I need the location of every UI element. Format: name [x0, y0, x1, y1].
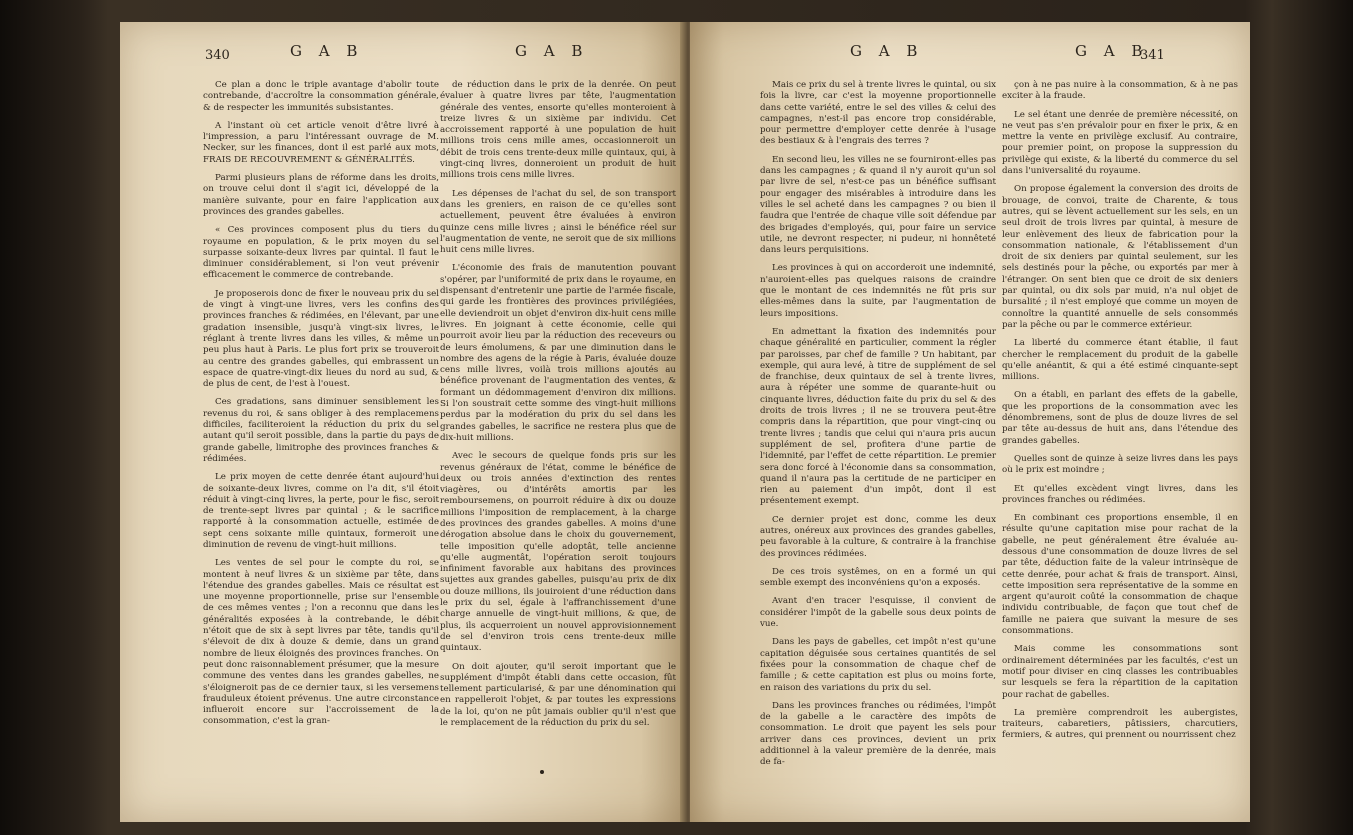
paragraph: Et qu'elles excèdent vingt livres, dans les provinces franches ou rédimées. [1002, 483, 1238, 505]
paragraph: On a établi, en parlant des effets de la gabelle, que les proportions de la consommation avec les dénombremens, sont de plus de douze livres de sel par tête au-dessus de huit ans, dans l'étendue des grandes gabelles. [1002, 390, 1238, 446]
paragraph: On propose également la conversion des droits de brouage, de convoi, traite de Charente, & tous autres, qui se lèvent actuellement sur les sels, en un seul droit de trois livres par quintal, à mesure de leur enlèvement des lieux de fabrication pour la consommation nationale, & l'établissement d'un droit de six deniers par quintal seulement, sur les sels destinés pour la pêche, ou exportés par mer à l'étranger. On sent bien que ce droit de six deniers par quintal, ou dix sols par muid, n'a nul objet de bursalité ; il n'est employé que comme un moyen de connoître la quantité annuelle de sels consommés par la pêche ou par le commerce extérieur. [1002, 184, 1238, 330]
paragraph: Les dépenses de l'achat du sel, de son transport dans les greniers, en raison de ce qu'elles sont actuellement, peuvent être évaluées à environ quinze cens mille livres ; ainsi le bénéfice réel sur l'augmentation de vente, ne seroit que de six millions huit cens mille livres. [440, 188, 676, 256]
paragraph: L'économie des frais de manutention pouvant s'opérer, par l'uniformité de prix dans le royaume, en dispensant d'entretenir une partie de l'armée fiscale, qui garde les frontières des provinces privilégiées, elle deviendroit un objet d'environ dix-huit cens mille livres. En joignant à cette économie, celle qui pourroit avoir lieu par la réduction des receveurs ou de leurs émolumens, & par une diminution dans le nombre des agens de la régie à Paris, évaluée douze cens mille livres, voilà trois millions ajoutés au bénéfice provenant de l'augmentation des ventes, & formant un dédommagement d'environ dix millions. Si l'on soustrait cette somme des vingt-huit millions perdus par la modération du prix du sel dans les grandes gabelles, le sacrifice ne restera plus que de dix-huit millions. [440, 263, 676, 443]
paragraph: de réduction dans le prix de la denrée. On peut évaluer à quatre livres par tête, l'augmentation générale des ventes, ensorte qu'elles monteroient à treize livres & un sixième par individu. Cet accroissement rapporté à une population de huit millions trois cens mille ames, occasionneroit un débit de trois cens trente-deux mille quintaux, qui, à vingt-cinq livres, donneroient un produit de huit millions trois cens mille livres. [440, 80, 676, 181]
paragraph: Dans les pays de gabelles, cet impôt n'est qu'une capitation déguisée sous certaines quantités de sel fixées pour la consommation de chaque chef de famille ; & cette capitation est plus ou moins forte, en raison des variations du prix du sel. [760, 637, 996, 693]
right-page-number: 341 [1140, 48, 1165, 63]
paragraph: Le sel étant une denrée de première nécessité, on ne veut pas s'en prévaloir pour en fixer le prix, & en mettre la vente en privilège exclusif. Au contraire, pour premier point, on propose la suppression du privilège qui existe, & la liberté du commerce du sel dans l'universalité du royaume. [1002, 109, 1238, 177]
paragraph: Dans les provinces franches ou rédimées, l'impôt de la gabelle a le caractère des impôts de consommation. Le droit que payent les sels pour arriver dans ces provinces, devient un prix additionnel à la valeur première de la denrée, mais de fa- [760, 700, 996, 768]
paragraph: Le prix moyen de cette denrée étant aujourd'hui de soixante-deux livres, comme on l'a dit, s'il étoit réduit à vingt-cinq livres, la perte, pour le fisc, seroit de trente-sept livres par quintal ; & le sacrifice rapporté à la consommation actuelle, estimée de sept cens soixante mille quintaux, formeroit une diminution de revenu de vingt-huit millions. [203, 472, 439, 550]
paragraph: Parmi plusieurs plans de réforme dans les droits, on trouve celui dont il s'agit ici, développé de la manière suivante, pour en faire l'application aux provinces des grandes gabelles. [203, 173, 439, 217]
paragraph: « Ces provinces composent plus du tiers du royaume en population, & le prix moyen du sel surpasse soixante-deux livres par quintal. Il faut le diminuer considérablement, si l'on veut prévenir efficacement le commerce de contrebande. [203, 225, 439, 281]
paragraph: De ces trois systêmes, on en a formé un qui semble exempt des inconvéniens qu'on a exposés. [760, 566, 996, 589]
ink-speck [540, 770, 544, 774]
paragraph: En second lieu, les villes ne se fourniront-elles pas dans les campagnes ; & quand il n'y auroit qu'un sol par livre de sel, n'est-ce pas un bénéfice suffisant pour engager des misérables à introduire dans les villes le sel acheté dans les campagnes ? ou bien il faudra que l'entrée de chaque ville soit défendue par des brigades d'employés, qui, pour faire un service utile, ne devront respecter, ni pudeur, ni honnêteté dans leurs perquisitions. [760, 154, 996, 256]
paragraph: La première comprendroit les aubergistes, traiteurs, cabaretiers, pâtissiers, charcutiers, fermiers, & autres, qui prennent ou nourrissent chez [1002, 707, 1238, 741]
paragraph: Ces gradations, sans diminuer sensiblement les revenus du roi, & sans obliger à des remplacemens difficiles, faciliteroient la réduction du prix du sel autant qu'il seroit possible, dans la partie du pays de grande gabelle, limitrophe des provinces franches & rédimées. [203, 397, 439, 464]
paragraph: En combinant ces proportions ensemble, il en résulte qu'une capitation mise pour rachat de la gabelle, ne peut généralement être évaluée au-dessous d'une consommation de douze livres de sel par tête, déduction faite de la valeur intrinsèque de cette denrée, pour achat & frais de transport. Ainsi, cette imposition sera représentative de la somme en argent qu'auroit coûté la consommation de chaque individu contribuable, de façon que tout chef de famille ne paiera que suivant la mesure de ses consommations. [1002, 513, 1238, 637]
paragraph: La liberté du commerce étant établie, il faut chercher le remplacement du produit de la gabelle qu'elle anéantit, & qui a été estimé cinquante-sept millions. [1002, 338, 1238, 383]
right-column-2 [1002, 80, 1238, 749]
paragraph: Les provinces à qui on accorderoit une indemnité, n'auroient-elles pas quelques raisons de craindre que le montant de ces indemnités ne fût pris sur elles-mêmes dans la suite, par l'augmentation de leurs impositions. [760, 263, 996, 319]
paragraph: Avant d'en tracer l'esquisse, il convient de considérer l'impôt de la gabelle sous deux points de vue. [760, 596, 996, 630]
paragraph: On doit ajouter, qu'il seroit important que le supplément d'impôt établi dans cette occasion, fût tellement particularisé, & par une dénomination qui en rappelleroit l'objet, & par toutes les expressions de la loi, qu'on ne pût jamais oublier qu'il n'est que le remplacement de la réduction du prix du sel. [440, 661, 676, 729]
paragraph: Ce plan a donc le triple avantage d'abolir toute contrebande, d'accroître la consommation générale, & de respecter les immunités subsistantes. [203, 80, 439, 113]
left-header-gab-2: G A B [515, 42, 589, 60]
paragraph: Les ventes de sel pour le compte du roi, se montent à neuf livres & un sixième par tête, dans l'étendue des grandes gabelles. Mais ce résultat est une moyenne proportionnelle, prise sur l'ensemble de ces mêmes ventes ; l'on a reconnu que dans les généralités exposées à la contrebande, le débit n'étoit que de six à sept livres par tête, tandis qu'il s'élevoit de dix à douze & demie, dans un grand nombre de lieux éloignés des provinces franches. On peut donc raisonnablement présumer, que la mesure commune des ventes dans les grandes gabelles, ne s'éloigneroit pas de ce dernier taux, si les versemens frauduleux étoient prévenus. Une autre circonstance influeroit encore sur l'accroissement de la consommation, c'est la gran- [203, 558, 439, 727]
right-column-1 [760, 80, 996, 776]
paragraph: Mais comme les consommations sont ordinairement déterminées par les facultés, c'est un motif pour diviser en cinq classes les contribuables sur lesquels se fera la répartition de la capitation pour rachat de gabelles. [1002, 644, 1238, 700]
paragraph: Quelles sont de quinze à seize livres dans les pays où le prix est moindre ; [1002, 453, 1238, 476]
paragraph: Mais ce prix du sel à trente livres le quintal, ou six fois la livre, car c'est la moyenne proportionnelle dans cette variété, entre le sel des villes & celui des campagnes, n'est-il pas encore trop considérable, pour permettre d'employer cette denrée à l'usage des bestiaux & à l'engrais des terres ? [760, 80, 996, 147]
right-header-gab-1: G A B [850, 42, 924, 60]
paragraph: çon à ne pas nuire à la consommation, & à ne pas exciter à la fraude. [1002, 80, 1238, 102]
paragraph: Ce dernier projet est donc, comme les deux autres, onéreux aux provinces des grandes gabelles, peu favorable à la culture, & contraire à la franchise des provinces rédimées. [760, 514, 996, 559]
left-column-1 [203, 80, 439, 735]
left-header-gab-1: G A B [290, 42, 364, 60]
paragraph: A l'instant où cet article venoit d'être livré à l'impression, a paru l'intéressant ouvrage de M. Necker, sur les finances, dont il est parlé aux mots, FRAIS DE RECOUVREMENT & GÉNÉRALITÉS. [203, 120, 439, 165]
paragraph: En admettant la fixation des indemnités pour chaque généralité en particulier, comment la régler par paroisses, par chef de famille ? Un habitant, par exemple, qui aura levé, à titre de supplément de sel de franchise, deux quintaux de sel à trente livres, aura à répéter une somme de quarante-huit ou cinquante livres, déduction faite du prix du sel & des droits de trois livres ; il ne se trouvera peut-être compris dans la répartition, que pour vingt-cinq ou trente livres ; tandis que celui qui n'aura pris aucun supplément de sel, profitera d'une partie de l'idemnité, par l'effet de cette répartition. Le premier sera donc forcé à l'économie dans sa consommation, quand il n'aura pas la certitude de ne participer en rien au paiement d'un impôt, dont il est présentement exempt. [760, 326, 996, 507]
right-header-gab-2: G A B [1075, 42, 1149, 60]
paragraph: Je proposerois donc de fixer le nouveau prix du sel de vingt à vingt-une livres, vers les confins des provinces franches & rédimées, en l'élevant, par une gradation insensible, jusqu'à vingt-six livres, le réglant à trente livres dans les villes, & même un peu plus haut à Paris. Le plus fort prix se trouveroit au centre des grandes gabelles, qui embrassent un espace de quatre-vingt-dix lieues du nord au sud, & de plus de cent, de l'est à l'ouest. [203, 288, 439, 390]
left-page-number: 340 [205, 48, 230, 63]
paragraph: Avec le secours de quelque fonds pris sur les revenus généraux de l'état, comme le bénéfice de deux ou trois années d'extinction des rentes viagères, ou d'intérêts amortis par les remboursemens, on pourroit réduire à dix ou douze millions l'imposition de remplacement, à la charge des provinces des grandes gabelles. A moins d'une dérogation absolue dans le choix du gouvernement, telle imposition qu'elle adoptât, telle ancienne qu'elle augmentât, l'opération seroit toujours infiniment favorable aux habitans des provinces sujettes aux grandes gabelles, puisqu'au prix de dix ou douze millions, ils jouiroient d'une réduction dans le prix du sel, égale à l'affranchissement d'une charge annuelle de vingt-huit millions, & que, de plus, ils acquerroient un nouvel approvisionnement de sel d'environ trois cens trente-deux mille quintaux. [440, 451, 676, 654]
left-column-2 [440, 80, 676, 736]
